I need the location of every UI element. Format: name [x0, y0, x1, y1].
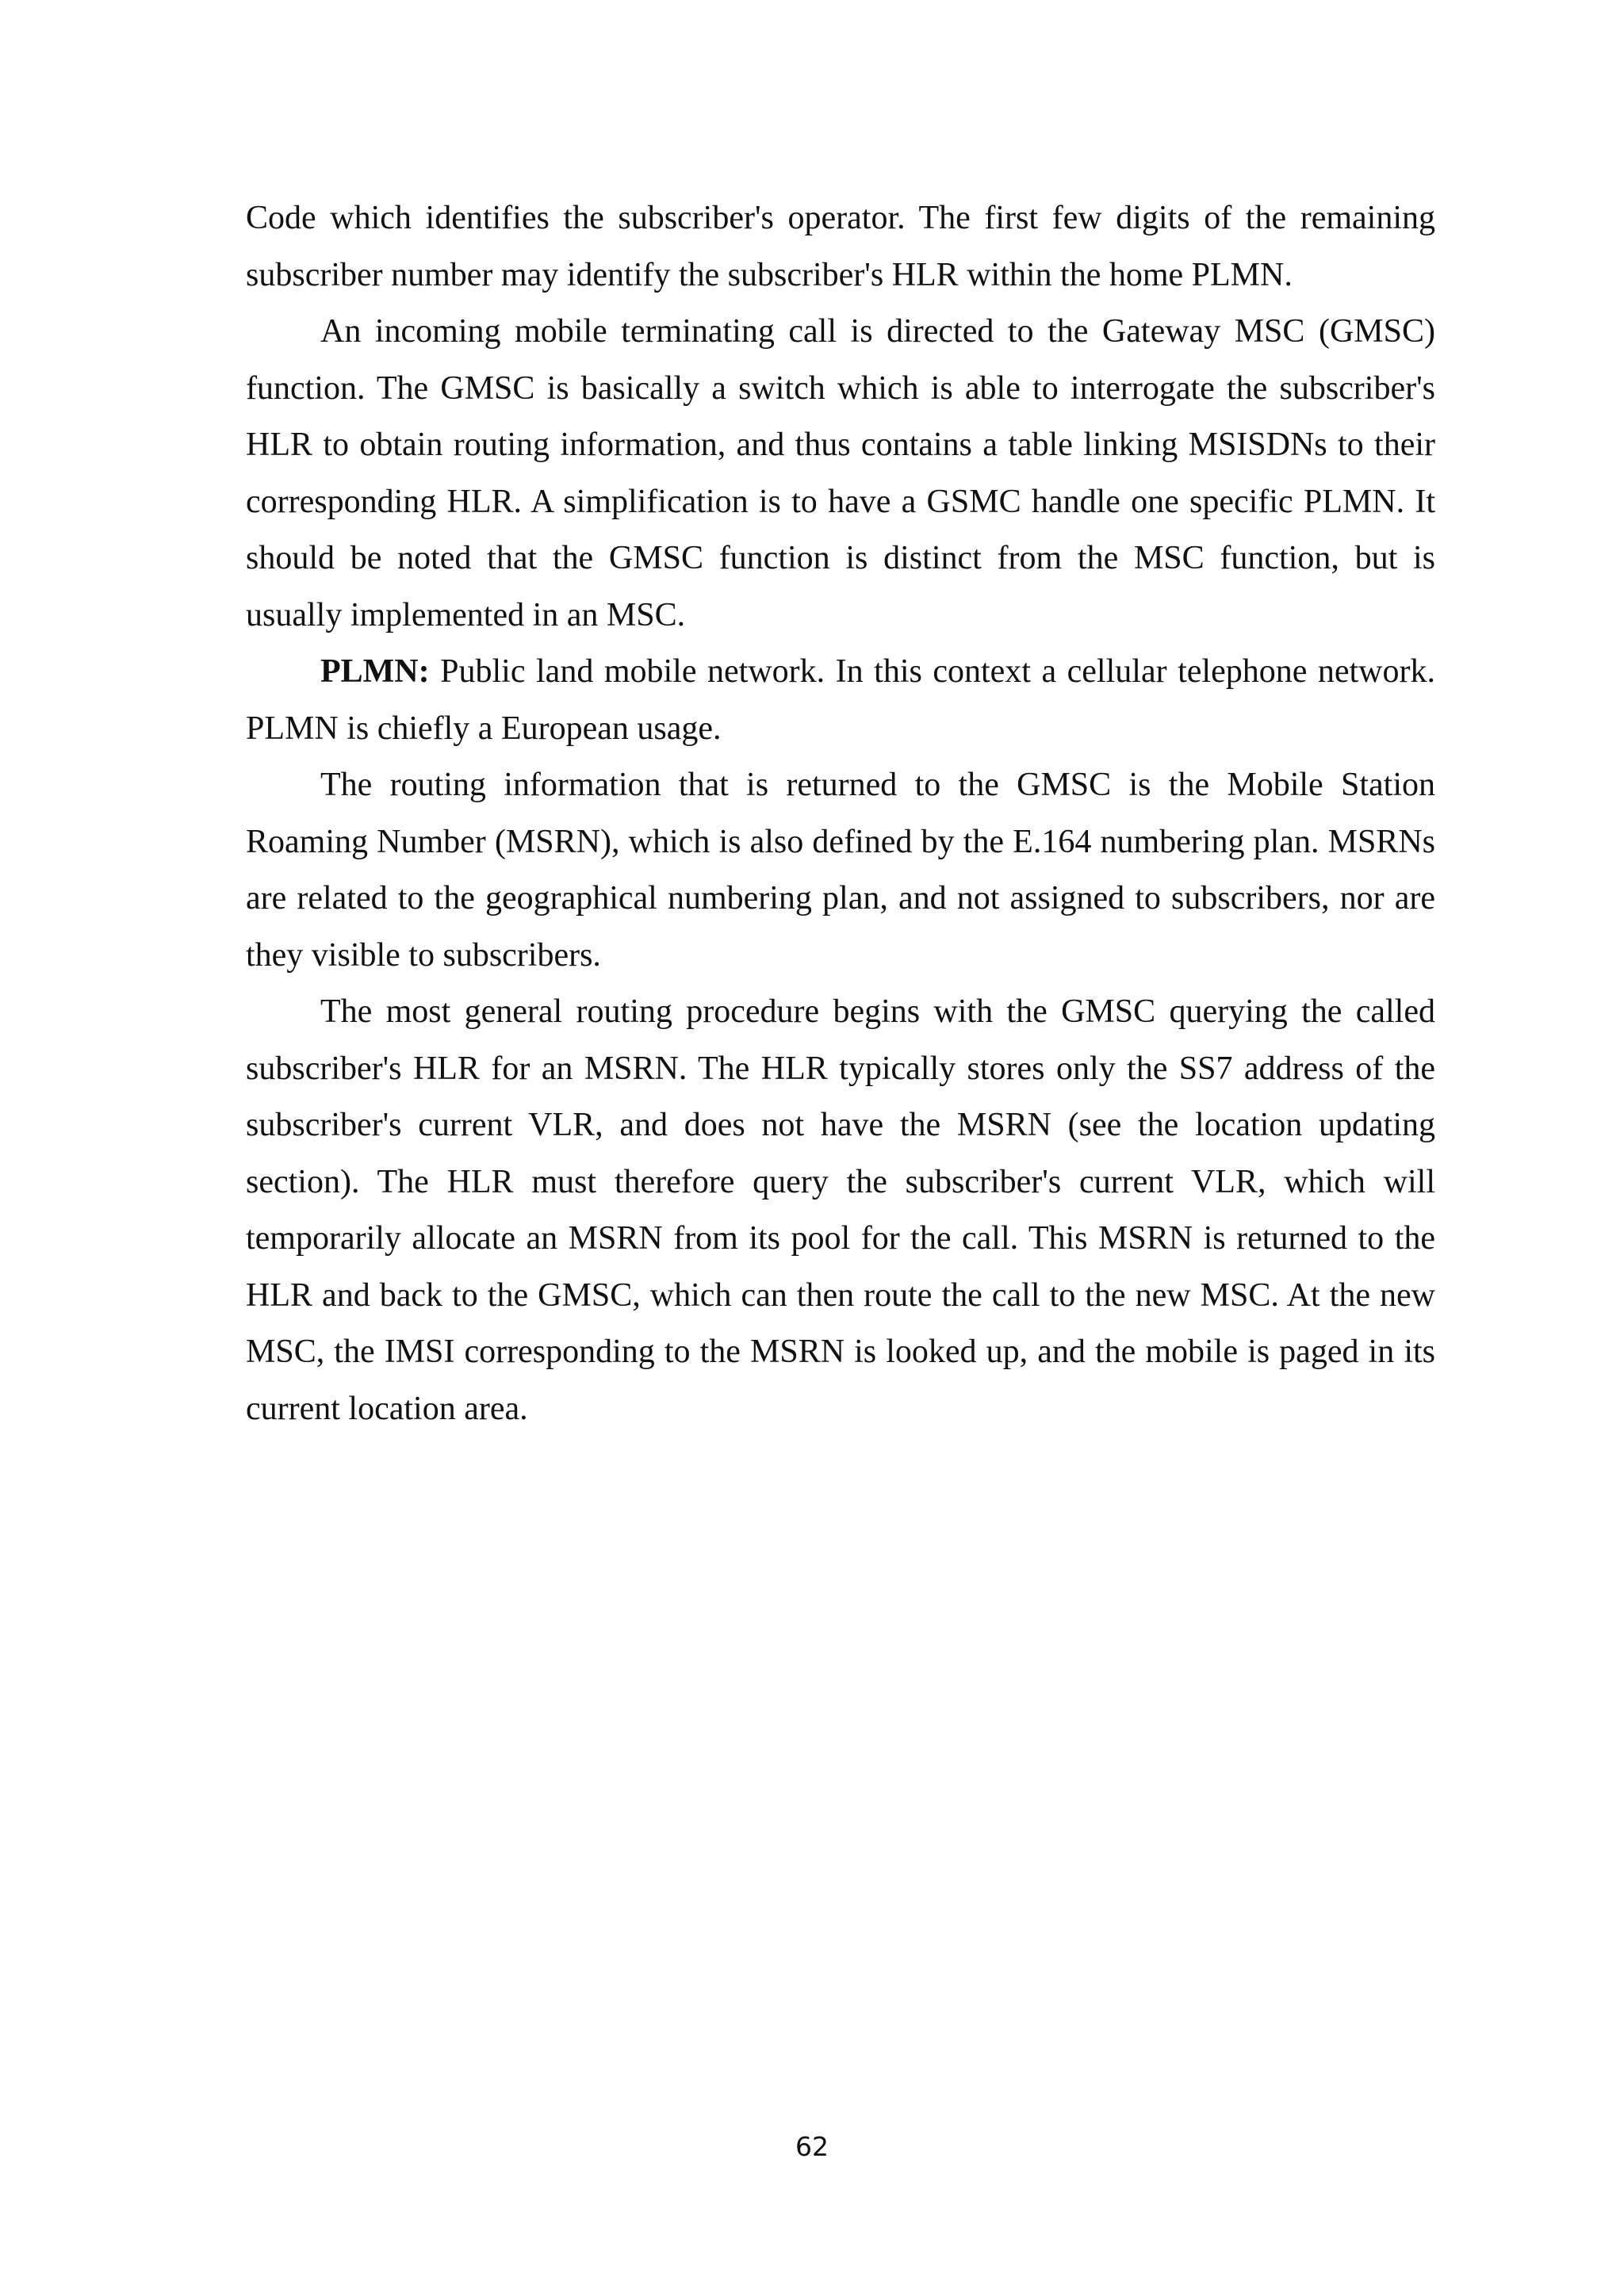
paragraph-msrn: The routing information that is returned to the GMSC is the Mobile Station Roaming Number (MSRN), which is also defined by the E.164 numbering plan. MSRNs are related to the geographical numbering plan, and not assigned to subscribers, nor are they visible to subscribers.: [246, 767, 1435, 974]
paragraph-gmsc: An incoming mobile terminating call is directed to the Gateway MSC (GMSC) function. The GMSC is basically a switch which is able to interrogate the subscriber's HLR to obtain routing information, and thus contains a table linking MSISDNs to their corresponding HLR. A simplification is to have a GSMC handle one specific PLMN. It should be noted that the GMSC function is distinct from the MSC function, but is usually implemented in an MSC.: [246, 313, 1435, 633]
definition-plmn: Public land mobile network. In this context a cellular telephone network. PLMN is chiefly a European usage.: [246, 653, 1435, 747]
paragraph-plmn-definition: [246, 644, 1435, 757]
page-number: 62: [795, 2131, 829, 2162]
paragraph-routing-procedure: The most general routing procedure begins with the GMSC querying the called subscriber's HLR for an MSRN. The HLR typically stores only the SS7 address of the subscriber's current VLR, and does not have the MSRN (see the location updating section). The HLR must therefore query the subscriber's current VLR, which will temporarily allocate an MSRN from its pool for the call. This MSRN is returned to the HLR and back to the GMSC, which can then route the call to the new MSC. At the new MSC, the IMSI corresponding to the MSRN is looked up, and the mobile is paged in its current location area.: [246, 993, 1435, 1427]
body-text: [246, 190, 1435, 1437]
paragraph-continuation: Code which identifies the subscriber's operator. The first few digits of the remaining subscriber number may identify the subscriber's HLR within the home PLMN.: [246, 200, 1435, 293]
term-plmn: PLMN:: [320, 653, 430, 690]
